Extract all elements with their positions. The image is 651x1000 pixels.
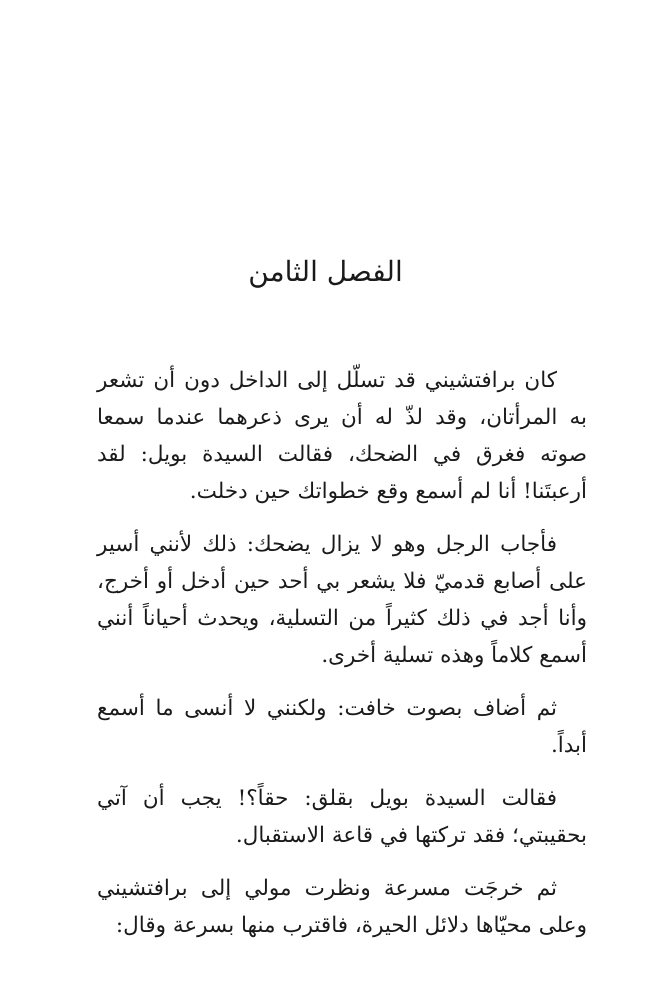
paragraph-3: ثم أضاف بصوت خافت: ولكنني لا أنسى ما أسمع أبداً.: [97, 696, 587, 758]
paragraph-2: فأجاب الرجل وهو لا يزال يضحك: ذلك لأنني أسير على أصابع قدميّ فلا يشعر بي أحد حين أدخل أو أخرج، وأنا أجد في ذلك كثيراً من التسلية، ويحدث أحياناً أنني أسمع كلاماً وهذه تسلية أخرى.: [97, 532, 587, 668]
paragraph-1: كان برافتشيني قد تسلّل إلى الداخل دون أن تشعر به المرأتان، وقد لذّ له أن يرى ذعرهما عندما سمعا صوته فغرق في الضحك، فقالت السيدة بويل: لقد أرعبتَنا! أنا لم أسمع وقع خطواتك حين دخلت.: [97, 368, 587, 504]
chapter-body: [97, 362, 587, 960]
chapter-title: الفصل الثامن: [248, 255, 403, 288]
paragraph-4: فقالت السيدة بويل بقلق: حقاً؟! يجب أن آتي بحقيبتي؛ فقد تركتها في قاعة الاستقبال.: [97, 786, 587, 848]
paragraph-5: ثم خرجَت مسرعة ونظرت مولي إلى برافتشيني وعلى محيّاها دلائل الحيرة، فاقترب منها بسرعة وقال:: [97, 876, 587, 938]
